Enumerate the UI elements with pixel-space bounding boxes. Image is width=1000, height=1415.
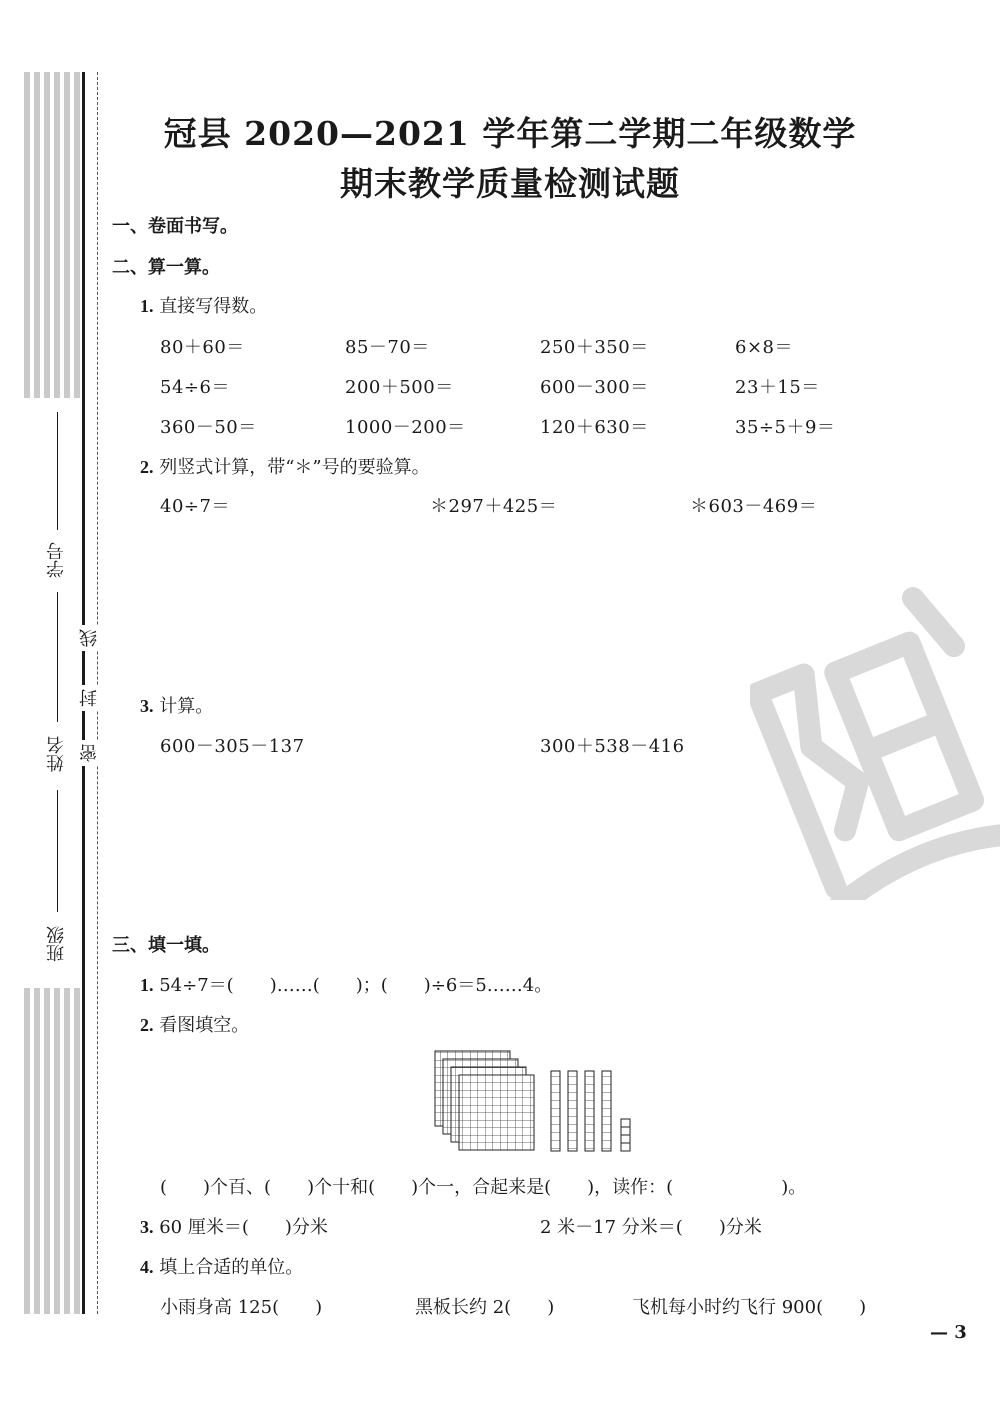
- question-3-1: [140, 971, 552, 997]
- mental-calc-item: 120＋630＝: [540, 417, 649, 438]
- vertical-calc-item: ＊603－469＝: [690, 496, 818, 517]
- seal-word-seal: 封: [77, 685, 103, 711]
- question-text: 60 厘米＝( )分米: [159, 1217, 328, 1238]
- question-text: 直接写得数。: [159, 296, 268, 317]
- question-number: 4.: [140, 1257, 154, 1277]
- class-label: 班级: [46, 926, 67, 962]
- mental-calc-item: 54÷6＝: [160, 377, 230, 398]
- unit-cubes: [621, 1119, 630, 1151]
- question-number: 3.: [140, 1217, 154, 1237]
- vertical-calc-item: 40÷7＝: [160, 496, 230, 517]
- ten-rod: [585, 1071, 594, 1151]
- mental-calc-item: 1000－200＝: [345, 417, 466, 438]
- question-number: 1.: [140, 975, 154, 995]
- ten-rod: [602, 1071, 611, 1151]
- question-number: 1.: [140, 296, 154, 316]
- question-3-2-answer: ( )个百、( )个十和( )个一，合起来是( )，读作：( )。: [160, 1177, 807, 1198]
- mixed-calc-item: 300＋538－416: [540, 736, 685, 757]
- name-label: 姓名: [46, 736, 67, 772]
- mental-calc-item: 85－70＝: [345, 337, 430, 358]
- mental-calc-item: 23＋15＝: [735, 377, 820, 398]
- student-no-label: 学号: [46, 542, 67, 578]
- question-2-1: [140, 292, 267, 318]
- question-3-4: [140, 1253, 303, 1279]
- question-text: 列竖式计算，带“＊”号的要验算。: [159, 457, 430, 478]
- mixed-calc-item: 600－305－137: [160, 736, 305, 757]
- student-no-line: [57, 412, 58, 530]
- section-3-heading: 三、填一填。: [112, 935, 220, 956]
- question-text: 看图填空。: [159, 1015, 250, 1036]
- seal-word-line: 线: [77, 625, 103, 651]
- name-line: [57, 592, 58, 722]
- unit-fill-item: 小雨身高 125( ): [160, 1297, 323, 1318]
- exam-title-line-2: 期末教学质量检测试题: [340, 164, 680, 203]
- unit-fill-item: 飞机每小时约飞行 900( ): [632, 1297, 867, 1318]
- question-2-2: [140, 453, 430, 479]
- mental-calc-item: 250＋350＝: [540, 337, 649, 358]
- mental-calc-item: 600－300＝: [540, 377, 649, 398]
- ten-rod: [568, 1071, 577, 1151]
- hundred-flat: [459, 1075, 534, 1150]
- question-3-3: [140, 1213, 328, 1239]
- mental-calc-item: 80＋60＝: [160, 337, 245, 358]
- mental-calc-item: 360－50＝: [160, 417, 257, 438]
- question-3-2: [140, 1011, 249, 1037]
- class-line: [57, 790, 58, 912]
- question-text: 填上合适的单位。: [159, 1257, 304, 1278]
- question-2-3: [140, 692, 213, 718]
- question-text: 计算。: [159, 696, 214, 717]
- base-ten-blocks-figure: [425, 1045, 645, 1155]
- unit-fill-item: 黑板长约 2( ): [415, 1297, 555, 1318]
- ten-rod: [551, 1071, 560, 1151]
- exam-title-line-1: 冠县 2020—2021 学年第二学期二年级数学: [163, 114, 857, 153]
- question-number: 3.: [140, 696, 154, 716]
- question-number: 2.: [140, 1015, 154, 1035]
- section-2-heading: 二、算一算。: [112, 257, 220, 278]
- mental-calc-item: 6×8＝: [735, 337, 793, 358]
- binding-stripes-bottom: [24, 988, 82, 1314]
- question-text: 54÷7＝( )……( )；( )÷6＝5……4。: [159, 975, 553, 996]
- question-3-3-right: 2 米－17 分米＝( )分米: [540, 1217, 762, 1238]
- mental-calc-item: 35÷5＋9＝: [735, 417, 836, 438]
- section-1-heading: 一、卷面书写。: [112, 216, 238, 237]
- mental-calc-item: 200＋500＝: [345, 377, 454, 398]
- page-number: — 3: [930, 1322, 967, 1343]
- question-number: 2.: [140, 457, 154, 477]
- seal-word-secret: 密: [77, 740, 103, 766]
- watermark-logo: [750, 560, 1000, 900]
- binding-stripes-top: [24, 72, 82, 398]
- vertical-calc-item: ＊297＋425＝: [430, 496, 558, 517]
